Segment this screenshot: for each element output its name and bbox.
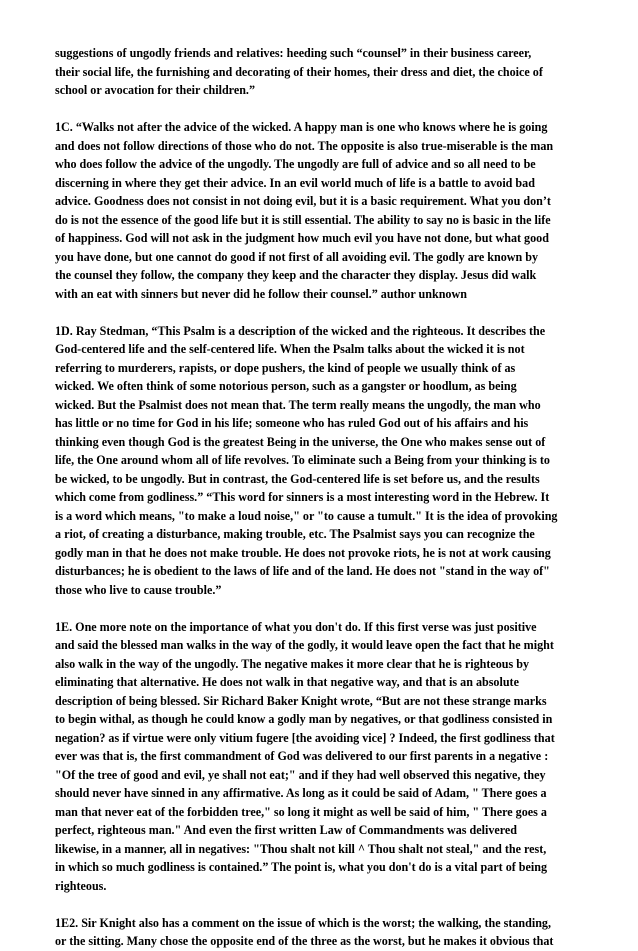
text-line: and does not follow directions of those who do not. The opposite is also true-miserable is the man <box>55 138 554 153</box>
text-line: those who live to cause trouble.” <box>55 582 222 597</box>
paragraph <box>55 914 590 951</box>
text-line: of happiness. God will not ask in the judgment how much evil you have not done, but what good <box>55 231 549 245</box>
text-line: wicked. We often think of some notorious person, such as a gangster or hoodlum, as being <box>55 379 517 393</box>
text-line: description of being blessed. Sir Richard Baker Knight wrote, “But are not these strange marks <box>55 693 547 708</box>
text-line: to begin withal, as though he could know a godly man by negatives, or that godliness consisted in <box>55 712 553 726</box>
text-line: suggestions of ungodly friends and relatives: heeding such “counsel” in their business career, <box>55 46 532 60</box>
text-line: "Of the tree of good and evil, ye shall not eat;" and if they had well observed this negative, they <box>55 767 546 782</box>
text-line: godly man in that he does not make trouble. He does not provoke riots, he is not at work causing <box>55 545 551 560</box>
text-line: 1C. “Walks not after the advice of the wicked. A happy man is one who knows where he is going <box>55 120 548 134</box>
text-line: who does follow the advice of the ungodly. The ungodly are full of advice and so all need to be <box>55 157 536 171</box>
text-line: their social life, the furnishing and decorating of their homes, their dress and diet, the choice of <box>55 64 543 79</box>
text-line: 1E2. Sir Knight also has a comment on the issue of which is the worst; the walking, the standing, <box>55 915 552 930</box>
text-line: with an eat with sinners but never did he follow their counsel.” author unknown <box>55 286 467 301</box>
text-line: negation? as if virtue were only vitium fugere [the avoiding vice] ? Indeed, the first godliness that <box>55 730 555 745</box>
text-line: righteous. <box>55 878 107 893</box>
text-line: is a word which means, "to make a loud noise," or "to cause a tumult." It is the idea of provoking <box>55 508 558 523</box>
paragraph <box>55 322 590 600</box>
text-line: a riot, of creating a disturbance, making trouble, etc. The Psalmist says you can recognize the <box>55 527 535 541</box>
text-line: ever was that is, the first commandment of God was delivered to our first parents in a negative : <box>55 749 549 763</box>
text-line: do is not the essence of the good life but it is still essential. The ability to say no is basic in the life <box>55 212 551 227</box>
text-line: you have done, but one cannot do good if not first of all avoiding evil. The godly are known by <box>55 249 539 264</box>
text-line: 1E. One more note on the importance of what you don't do. If this first verse was just positive <box>55 619 537 634</box>
text-line: be wicked, to be ungodly. But in contrast, the God-centered life is set before us, and the results <box>55 471 540 486</box>
text-line: advice. Goodness does not consist in not doing evil, but it is a basic requirement. What you don’t <box>55 194 551 208</box>
text-line: man that never eat of the forbidden tree," so long it might as well be said of him, " There goes a <box>55 804 547 819</box>
text-line: God-centered life and the self-centered life. When the Psalm talks about the wicked it is not <box>55 342 525 356</box>
text-line: perfect, righteous man." And even the first written Law of Commandments was delivered <box>55 823 517 837</box>
text-line: should never have sinned in any affirmative. As long as it could be said of Adam, " There goes a <box>55 786 547 800</box>
text-line: 1D. Ray Stedman, “This Psalm is a description of the wicked and the righteous. It describes the <box>55 323 546 338</box>
text-line: and said the blessed man walks in the way of the godly, it would leave open the fact that he might <box>55 638 554 652</box>
text-line: school or avocation for their children.” <box>55 83 255 97</box>
text-line: or the sitting. Many chose the opposite end of the three as the worst, but he makes it obvious that <box>55 934 554 948</box>
paragraph <box>55 618 590 896</box>
text-line: likewise, in a manner, all in negatives: "Thou shalt not kill ^ Thou shalt not steal," and the rest, <box>55 841 547 856</box>
text-line: has little or no time for God in his life; someone who has ruled God out of his affairs and his <box>55 416 529 430</box>
text-line: life, the One around whom all of life revolves. To eliminate such a Being from your thinking is to <box>55 453 550 467</box>
text-line: also walk in the way of the ungodly. The negative makes it more clear that he is righteous by <box>55 656 530 671</box>
text-line: which come from godliness.” “This word for sinners is a most interesting word in the Hebrew. It <box>55 490 550 504</box>
document-body <box>55 44 590 951</box>
text-line: wicked. But the Psalmist does not mean that. The term really means the ungodly, the man who <box>55 397 541 412</box>
text-line: in which so much godliness is contained.” The point is, what you don't do is a vital part of being <box>55 860 548 874</box>
paragraph <box>55 44 590 100</box>
paragraph <box>55 118 590 303</box>
text-line: discerning in where they get their advice. In an evil world much of life is a battle to avoid bad <box>55 175 535 190</box>
text-line: eliminating that alternative. He does not walk in that negative way, and that is an absolute <box>55 675 519 689</box>
text-line: thinking even though God is the greatest Being in the universe, the One who makes sense out of <box>55 434 546 449</box>
text-line: the counsel they follow, the company they keep and the character they display. Jesus did walk <box>55 268 537 282</box>
text-line: referring to murderers, rapists, or dope pushers, the kind of people we usually think of as <box>55 360 516 375</box>
text-line: disturbances; he is obedient to the laws of life and of the land. He does not "stand in the way of" <box>55 564 550 578</box>
